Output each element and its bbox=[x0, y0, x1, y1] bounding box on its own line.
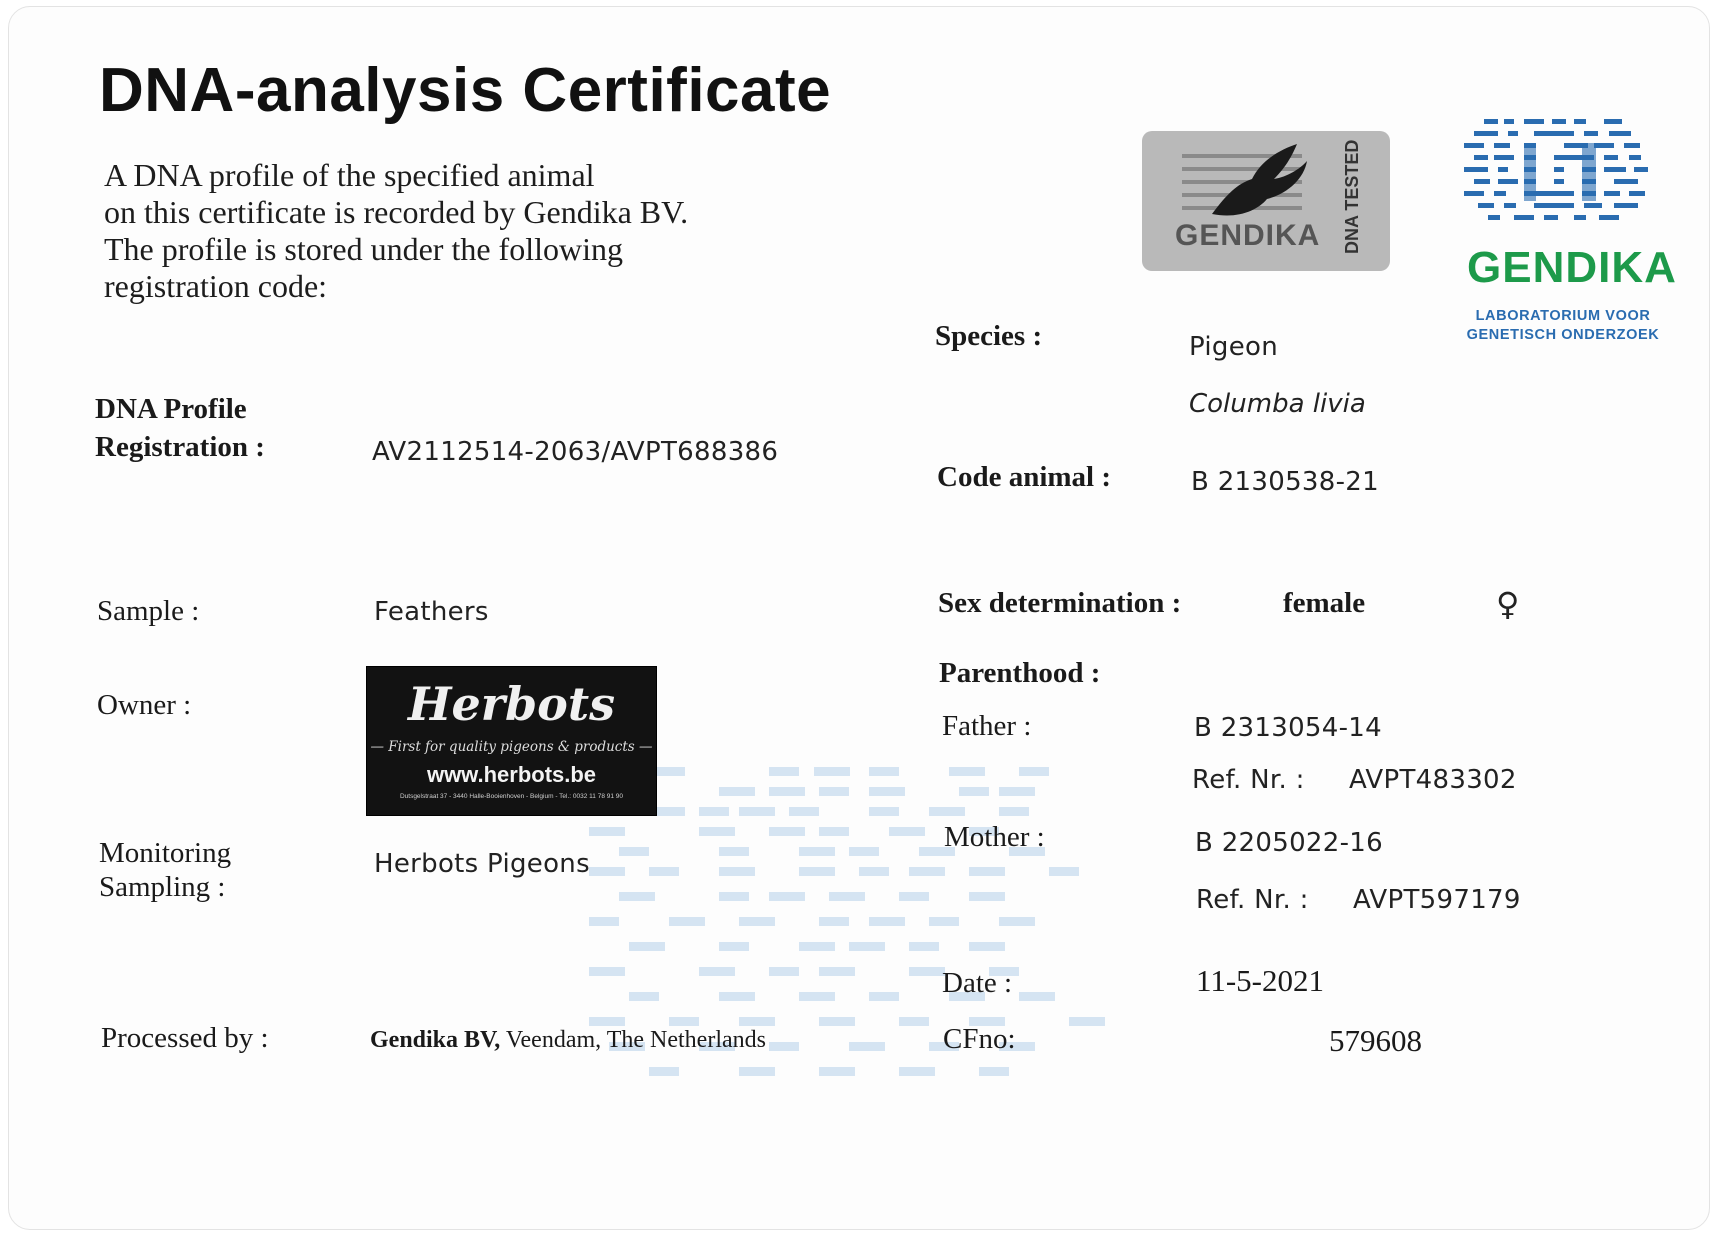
sex-determination-label: Sex determination : bbox=[938, 587, 1182, 619]
badge-tested-label: DNA TESTED bbox=[1342, 139, 1362, 254]
processed-location: Veendam, The Netherlands bbox=[500, 1027, 766, 1053]
badge-brand: GENDIKA bbox=[1175, 219, 1321, 252]
sampling-label: Sampling : bbox=[99, 871, 226, 903]
pigeon-icon bbox=[1182, 139, 1342, 229]
owner-logo-address: Dutsgelstraat 37 - 3440 Halle-Booienhoven - Belgium - Tel.: 0032 11 78 91 90 bbox=[399, 793, 624, 800]
intro-line: A DNA profile of the specified animal bbox=[104, 157, 595, 193]
intro-line: registration code: bbox=[104, 268, 328, 304]
sample-label: Sample : bbox=[97, 595, 200, 627]
lab-subtitle-line: LABORATORIUM VOOR bbox=[1475, 308, 1651, 324]
sample-value: Feathers bbox=[374, 597, 489, 627]
mother-label: Mother : bbox=[944, 821, 1045, 853]
female-symbol-icon: ♀ bbox=[1496, 585, 1520, 623]
father-ref-value: AVPT483302 bbox=[1349, 765, 1517, 795]
processed-value bbox=[370, 1027, 766, 1054]
intro-text bbox=[104, 157, 688, 305]
dna-profile-label: DNA Profile bbox=[95, 393, 247, 425]
father-ref-label: Ref. Nr. : bbox=[1192, 765, 1305, 795]
lab-subtitle-line: GENETISCH ONDERZOEK bbox=[1466, 327, 1660, 343]
watermark-gel-pattern bbox=[569, 767, 1209, 1147]
owner-logo-name: Herbots bbox=[408, 677, 615, 731]
date-value: 11-5-2021 bbox=[1196, 963, 1324, 998]
dna-tested-badge bbox=[1142, 131, 1390, 271]
species-common-value: Pigeon bbox=[1189, 332, 1279, 362]
parenthood-label: Parenthood : bbox=[939, 657, 1101, 689]
father-label: Father : bbox=[942, 710, 1032, 742]
certificate-card bbox=[8, 6, 1710, 1230]
lab-subtitle bbox=[1465, 307, 1661, 345]
sex-value: female bbox=[1283, 587, 1366, 619]
mother-value: B 2205022-16 bbox=[1195, 828, 1383, 858]
species-latin-value: Columba livia bbox=[1189, 389, 1366, 419]
code-animal-value: B 2130538-21 bbox=[1191, 467, 1379, 497]
dna-profile-value: AV2112514-2063/AVPT688386 bbox=[372, 437, 779, 467]
lab-name: GENDIKA bbox=[1467, 243, 1677, 292]
intro-line: The profile is stored under the following bbox=[104, 231, 623, 267]
owner-logo bbox=[366, 666, 657, 816]
mother-ref-value: AVPT597179 bbox=[1353, 885, 1521, 915]
gendika-logo-icon bbox=[1464, 119, 1654, 229]
owner-label: Owner : bbox=[97, 689, 192, 721]
mother-ref-label: Ref. Nr. : bbox=[1196, 885, 1309, 915]
registration-label: Registration : bbox=[95, 431, 265, 463]
intro-line: on this certificate is recorded by Gendika BV. bbox=[104, 194, 689, 230]
cfno-value: 579608 bbox=[1329, 1023, 1422, 1058]
father-value: B 2313054-14 bbox=[1194, 713, 1382, 743]
code-animal-label: Code animal : bbox=[937, 461, 1111, 493]
processed-company: Gendika BV, bbox=[370, 1027, 501, 1053]
certificate-title: DNA-analysis Certificate bbox=[99, 56, 832, 125]
owner-logo-url: www.herbots.be bbox=[426, 762, 597, 787]
monitoring-value: Herbots Pigeons bbox=[374, 849, 590, 879]
monitoring-label: Monitoring bbox=[99, 837, 232, 869]
badge-tested-wrap bbox=[1342, 139, 1372, 259]
owner-logo-tagline: — First for quality pigeons & products — bbox=[370, 739, 653, 755]
processed-label: Processed by : bbox=[101, 1022, 269, 1054]
date-label: Date : bbox=[942, 967, 1013, 999]
cfno-label: CFno: bbox=[943, 1023, 1016, 1055]
species-label: Species : bbox=[935, 320, 1043, 352]
